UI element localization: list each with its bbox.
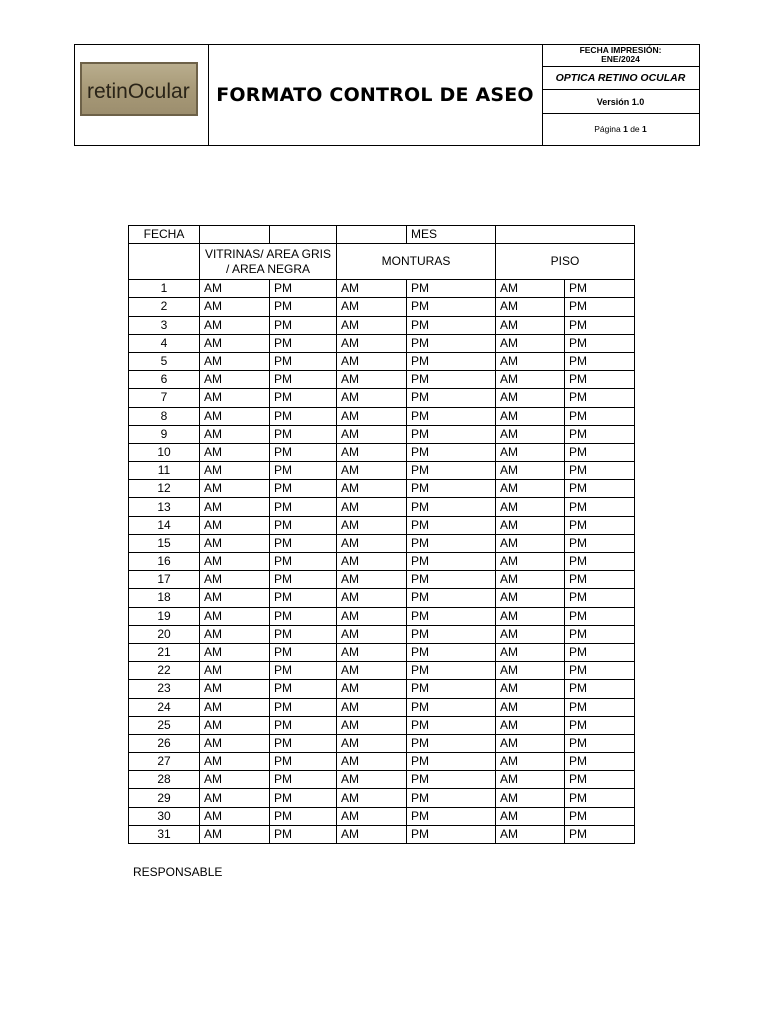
pm-check-cell[interactable]: PM xyxy=(407,443,496,461)
pm-check-cell[interactable]: PM xyxy=(565,352,635,370)
day-number: 16 xyxy=(129,553,200,571)
group-header-row xyxy=(129,244,635,280)
am-check-cell[interactable]: AM xyxy=(496,371,565,389)
fecha-label: FECHA xyxy=(129,226,200,244)
pm-check-cell[interactable]: PM xyxy=(270,607,337,625)
am-check-cell[interactable]: AM xyxy=(200,462,270,480)
fecha-row xyxy=(129,226,635,244)
pm-check-cell[interactable]: PM xyxy=(270,680,337,698)
am-check-cell[interactable]: AM xyxy=(200,789,270,807)
am-check-cell[interactable]: AM xyxy=(496,298,565,316)
logo-wordmark xyxy=(83,65,195,113)
day-number: 4 xyxy=(129,334,200,352)
blank-header-cell xyxy=(129,244,200,280)
pm-check-cell[interactable]: PM xyxy=(270,425,337,443)
am-check-cell[interactable]: AM xyxy=(496,807,565,825)
pm-check-cell[interactable]: PM xyxy=(407,316,496,334)
pm-check-cell[interactable]: PM xyxy=(270,589,337,607)
am-check-cell[interactable]: AM xyxy=(337,425,407,443)
pm-check-cell[interactable]: PM xyxy=(565,443,635,461)
document-header xyxy=(74,44,700,146)
day-row xyxy=(129,680,635,698)
pm-check-cell[interactable]: PM xyxy=(407,298,496,316)
am-check-cell[interactable]: AM xyxy=(200,825,270,843)
title-cell xyxy=(208,45,543,145)
am-check-cell[interactable]: AM xyxy=(496,571,565,589)
pm-check-cell[interactable]: PM xyxy=(270,334,337,352)
pm-check-cell[interactable]: PM xyxy=(407,553,496,571)
day-number: 12 xyxy=(129,480,200,498)
am-check-cell[interactable]: AM xyxy=(200,589,270,607)
am-check-cell[interactable]: AM xyxy=(496,643,565,661)
pm-check-cell[interactable]: PM xyxy=(565,807,635,825)
pm-check-cell[interactable]: PM xyxy=(565,753,635,771)
responsable-label: RESPONSABLE xyxy=(133,865,223,879)
day-number: 22 xyxy=(129,662,200,680)
am-check-cell[interactable]: AM xyxy=(496,716,565,734)
day-number: 8 xyxy=(129,407,200,425)
am-check-cell[interactable]: AM xyxy=(337,498,407,516)
day-number: 1 xyxy=(129,280,200,298)
day-row xyxy=(129,534,635,552)
am-check-cell[interactable]: AM xyxy=(200,753,270,771)
day-row xyxy=(129,443,635,461)
am-check-cell[interactable]: AM xyxy=(496,553,565,571)
page-number xyxy=(542,113,699,145)
am-check-cell[interactable]: AM xyxy=(200,716,270,734)
pm-check-cell[interactable]: PM xyxy=(565,825,635,843)
day-number: 2 xyxy=(129,298,200,316)
day-number: 20 xyxy=(129,625,200,643)
day-row xyxy=(129,571,635,589)
am-check-cell[interactable]: AM xyxy=(200,316,270,334)
am-check-cell[interactable]: AM xyxy=(200,571,270,589)
am-check-cell[interactable]: AM xyxy=(200,480,270,498)
day-row xyxy=(129,280,635,298)
am-check-cell[interactable]: AM xyxy=(337,534,407,552)
pm-check-cell[interactable]: PM xyxy=(407,662,496,680)
fecha-input-cell[interactable] xyxy=(337,226,407,244)
am-check-cell[interactable]: AM xyxy=(496,607,565,625)
am-check-cell[interactable]: AM xyxy=(200,443,270,461)
pm-check-cell[interactable]: PM xyxy=(565,734,635,752)
day-number: 11 xyxy=(129,462,200,480)
pm-check-cell[interactable]: PM xyxy=(270,534,337,552)
day-number: 14 xyxy=(129,516,200,534)
print-date-label: FECHA IMPRESIÓN: xyxy=(579,45,662,55)
pm-check-cell[interactable]: PM xyxy=(565,316,635,334)
pm-check-cell[interactable]: PM xyxy=(270,662,337,680)
pm-check-cell[interactable]: PM xyxy=(270,698,337,716)
group-vitrinas: VITRINAS/ AREA GRIS / AREA NEGRA xyxy=(200,244,337,280)
day-row xyxy=(129,553,635,571)
day-number: 30 xyxy=(129,807,200,825)
day-row xyxy=(129,516,635,534)
am-check-cell[interactable]: AM xyxy=(200,334,270,352)
pm-check-cell[interactable]: PM xyxy=(270,280,337,298)
day-number: 25 xyxy=(129,716,200,734)
day-row xyxy=(129,389,635,407)
pm-check-cell[interactable]: PM xyxy=(407,352,496,370)
am-check-cell[interactable]: AM xyxy=(337,771,407,789)
day-number: 17 xyxy=(129,571,200,589)
pm-check-cell[interactable]: PM xyxy=(565,425,635,443)
day-number: 9 xyxy=(129,425,200,443)
pm-check-cell[interactable]: PM xyxy=(270,825,337,843)
day-row xyxy=(129,716,635,734)
pm-check-cell[interactable]: PM xyxy=(565,607,635,625)
day-row xyxy=(129,462,635,480)
day-number: 6 xyxy=(129,371,200,389)
day-row xyxy=(129,789,635,807)
pm-check-cell[interactable]: PM xyxy=(565,371,635,389)
am-check-cell[interactable]: AM xyxy=(337,389,407,407)
day-row xyxy=(129,807,635,825)
pm-check-cell[interactable]: PM xyxy=(270,753,337,771)
pm-check-cell[interactable]: PM xyxy=(565,643,635,661)
day-row xyxy=(129,753,635,771)
logo-cell xyxy=(75,45,209,145)
day-number: 3 xyxy=(129,316,200,334)
am-check-cell[interactable]: AM xyxy=(200,771,270,789)
document-title: FORMATO CONTROL DE ASEO xyxy=(216,84,534,106)
pm-check-cell[interactable]: PM xyxy=(407,734,496,752)
am-check-cell[interactable]: AM xyxy=(200,625,270,643)
am-check-cell[interactable]: AM xyxy=(337,571,407,589)
am-check-cell[interactable]: AM xyxy=(200,734,270,752)
day-row xyxy=(129,407,635,425)
am-check-cell[interactable]: AM xyxy=(200,280,270,298)
pm-check-cell[interactable]: PM xyxy=(407,534,496,552)
pm-check-cell[interactable]: PM xyxy=(407,516,496,534)
am-check-cell[interactable]: AM xyxy=(496,589,565,607)
day-number: 5 xyxy=(129,352,200,370)
pm-check-cell[interactable]: PM xyxy=(407,807,496,825)
am-check-cell[interactable]: AM xyxy=(200,389,270,407)
pm-check-cell[interactable]: PM xyxy=(565,534,635,552)
day-number: 28 xyxy=(129,771,200,789)
pm-check-cell[interactable]: PM xyxy=(565,480,635,498)
print-date xyxy=(542,45,699,67)
day-row xyxy=(129,607,635,625)
am-check-cell[interactable]: AM xyxy=(337,443,407,461)
pm-check-cell[interactable]: PM xyxy=(407,280,496,298)
day-row xyxy=(129,589,635,607)
day-number: 13 xyxy=(129,498,200,516)
page-word: Página xyxy=(594,124,621,134)
document-meta xyxy=(542,45,699,145)
pm-check-cell[interactable]: PM xyxy=(565,698,635,716)
am-check-cell[interactable]: AM xyxy=(496,534,565,552)
pm-check-cell[interactable]: PM xyxy=(407,589,496,607)
am-check-cell[interactable]: AM xyxy=(496,334,565,352)
pm-check-cell[interactable]: PM xyxy=(407,462,496,480)
am-check-cell[interactable]: AM xyxy=(496,734,565,752)
cleaning-control-table xyxy=(128,225,635,844)
pm-check-cell[interactable]: PM xyxy=(565,625,635,643)
am-check-cell[interactable]: AM xyxy=(337,516,407,534)
pm-check-cell[interactable]: PM xyxy=(565,280,635,298)
am-check-cell[interactable]: AM xyxy=(200,371,270,389)
pm-check-cell[interactable]: PM xyxy=(407,334,496,352)
pm-check-cell[interactable]: PM xyxy=(270,625,337,643)
pm-check-cell[interactable]: PM xyxy=(407,753,496,771)
day-row xyxy=(129,698,635,716)
pm-check-cell[interactable]: PM xyxy=(270,298,337,316)
version-label: Versión 1.0 xyxy=(542,89,699,114)
am-check-cell[interactable]: AM xyxy=(200,352,270,370)
day-number: 31 xyxy=(129,825,200,843)
am-check-cell[interactable]: AM xyxy=(337,280,407,298)
day-number: 10 xyxy=(129,443,200,461)
am-check-cell[interactable]: AM xyxy=(496,516,565,534)
am-check-cell[interactable]: AM xyxy=(496,316,565,334)
company-name: OPTICA RETINO OCULAR xyxy=(542,67,699,90)
pm-check-cell[interactable]: PM xyxy=(270,807,337,825)
pm-check-cell[interactable]: PM xyxy=(407,425,496,443)
fecha-input-cell[interactable] xyxy=(270,226,337,244)
am-check-cell[interactable]: AM xyxy=(496,462,565,480)
am-check-cell[interactable]: AM xyxy=(496,480,565,498)
day-row xyxy=(129,425,635,443)
pm-check-cell[interactable]: PM xyxy=(270,498,337,516)
pm-check-cell[interactable]: PM xyxy=(565,789,635,807)
day-number: 24 xyxy=(129,698,200,716)
fecha-input-cell[interactable] xyxy=(200,226,270,244)
am-check-cell[interactable]: AM xyxy=(496,352,565,370)
pm-check-cell[interactable]: PM xyxy=(407,407,496,425)
pm-check-cell[interactable]: PM xyxy=(270,480,337,498)
pm-check-cell[interactable]: PM xyxy=(270,716,337,734)
pm-check-cell[interactable]: PM xyxy=(407,643,496,661)
am-check-cell[interactable]: AM xyxy=(337,480,407,498)
am-check-cell[interactable]: AM xyxy=(200,516,270,534)
am-check-cell[interactable]: AM xyxy=(496,407,565,425)
day-number: 7 xyxy=(129,389,200,407)
pm-check-cell[interactable]: PM xyxy=(565,662,635,680)
day-row xyxy=(129,334,635,352)
am-check-cell[interactable]: AM xyxy=(337,298,407,316)
company-logo xyxy=(80,62,198,116)
am-check-cell[interactable]: AM xyxy=(337,680,407,698)
pm-check-cell[interactable]: PM xyxy=(565,389,635,407)
pm-check-cell[interactable]: PM xyxy=(270,516,337,534)
am-check-cell[interactable]: AM xyxy=(200,298,270,316)
am-check-cell[interactable]: AM xyxy=(496,698,565,716)
mes-input-cell[interactable] xyxy=(496,226,635,244)
pm-check-cell[interactable]: PM xyxy=(407,571,496,589)
day-row xyxy=(129,625,635,643)
pm-check-cell[interactable]: PM xyxy=(270,553,337,571)
am-check-cell[interactable]: AM xyxy=(337,589,407,607)
pm-check-cell[interactable]: PM xyxy=(565,516,635,534)
pm-check-cell[interactable]: PM xyxy=(270,352,337,370)
am-check-cell[interactable]: AM xyxy=(337,789,407,807)
pm-check-cell[interactable]: PM xyxy=(270,443,337,461)
am-check-cell[interactable]: AM xyxy=(496,280,565,298)
pm-check-cell[interactable]: PM xyxy=(407,625,496,643)
am-check-cell[interactable]: AM xyxy=(496,389,565,407)
pm-check-cell[interactable]: PM xyxy=(270,571,337,589)
am-check-cell[interactable]: AM xyxy=(337,807,407,825)
am-check-cell[interactable]: AM xyxy=(337,753,407,771)
day-number: 19 xyxy=(129,607,200,625)
am-check-cell[interactable]: AM xyxy=(337,825,407,843)
pm-check-cell[interactable]: PM xyxy=(407,607,496,625)
pm-check-cell[interactable]: PM xyxy=(565,298,635,316)
print-date-value: ENE/2024 xyxy=(601,54,640,64)
day-row xyxy=(129,316,635,334)
pm-check-cell[interactable]: PM xyxy=(407,371,496,389)
pm-check-cell[interactable]: PM xyxy=(565,334,635,352)
page-total: 1 xyxy=(642,124,647,134)
day-number: 29 xyxy=(129,789,200,807)
am-check-cell[interactable]: AM xyxy=(496,771,565,789)
pm-check-cell[interactable]: PM xyxy=(270,407,337,425)
pm-check-cell[interactable]: PM xyxy=(565,589,635,607)
am-check-cell[interactable]: AM xyxy=(200,425,270,443)
day-row xyxy=(129,298,635,316)
pm-check-cell[interactable]: PM xyxy=(407,498,496,516)
pm-check-cell[interactable]: PM xyxy=(270,462,337,480)
pm-check-cell[interactable]: PM xyxy=(565,553,635,571)
group-monturas: MONTURAS xyxy=(337,244,496,280)
day-row xyxy=(129,643,635,661)
pm-check-cell[interactable]: PM xyxy=(565,498,635,516)
pm-check-cell[interactable]: PM xyxy=(565,716,635,734)
pm-check-cell[interactable]: PM xyxy=(407,771,496,789)
am-check-cell[interactable]: AM xyxy=(496,625,565,643)
day-row xyxy=(129,371,635,389)
am-check-cell[interactable]: AM xyxy=(496,825,565,843)
am-check-cell[interactable]: AM xyxy=(496,443,565,461)
pm-check-cell[interactable]: PM xyxy=(270,389,337,407)
am-check-cell[interactable]: AM xyxy=(337,607,407,625)
am-check-cell[interactable]: AM xyxy=(337,462,407,480)
am-check-cell[interactable]: AM xyxy=(496,662,565,680)
day-number: 23 xyxy=(129,680,200,698)
group-piso: PISO xyxy=(496,244,635,280)
day-row xyxy=(129,480,635,498)
am-check-cell[interactable]: AM xyxy=(200,498,270,516)
pm-check-cell[interactable]: PM xyxy=(407,825,496,843)
am-check-cell[interactable]: AM xyxy=(337,316,407,334)
day-number: 27 xyxy=(129,753,200,771)
pm-check-cell[interactable]: PM xyxy=(270,734,337,752)
am-check-cell[interactable]: AM xyxy=(200,534,270,552)
am-check-cell[interactable]: AM xyxy=(496,680,565,698)
am-check-cell[interactable]: AM xyxy=(200,643,270,661)
am-check-cell[interactable]: AM xyxy=(200,698,270,716)
am-check-cell[interactable]: AM xyxy=(337,662,407,680)
am-check-cell[interactable]: AM xyxy=(337,643,407,661)
logo-text: retinOcular xyxy=(87,80,190,103)
am-check-cell[interactable]: AM xyxy=(337,407,407,425)
day-number: 21 xyxy=(129,643,200,661)
am-check-cell[interactable]: AM xyxy=(496,789,565,807)
am-check-cell[interactable]: AM xyxy=(200,662,270,680)
am-check-cell[interactable]: AM xyxy=(200,553,270,571)
pm-check-cell[interactable]: PM xyxy=(407,389,496,407)
am-check-cell[interactable]: AM xyxy=(337,716,407,734)
am-check-cell[interactable]: AM xyxy=(337,334,407,352)
pm-check-cell[interactable]: PM xyxy=(565,571,635,589)
day-row xyxy=(129,734,635,752)
pm-check-cell[interactable]: PM xyxy=(407,716,496,734)
day-row xyxy=(129,662,635,680)
mes-label: MES xyxy=(407,226,496,244)
pm-check-cell[interactable]: PM xyxy=(565,771,635,789)
am-check-cell[interactable]: AM xyxy=(337,734,407,752)
page-of: de xyxy=(630,124,640,134)
day-number: 15 xyxy=(129,534,200,552)
pm-check-cell[interactable]: PM xyxy=(407,789,496,807)
am-check-cell[interactable]: AM xyxy=(200,607,270,625)
pm-check-cell[interactable]: PM xyxy=(407,480,496,498)
am-check-cell[interactable]: AM xyxy=(200,807,270,825)
am-check-cell[interactable]: AM xyxy=(200,407,270,425)
day-row xyxy=(129,771,635,789)
pm-check-cell[interactable]: PM xyxy=(407,698,496,716)
am-check-cell[interactable]: AM xyxy=(496,753,565,771)
day-number: 18 xyxy=(129,589,200,607)
am-check-cell[interactable]: AM xyxy=(337,553,407,571)
pm-check-cell[interactable]: PM xyxy=(270,316,337,334)
pm-check-cell[interactable]: PM xyxy=(270,371,337,389)
pm-check-cell[interactable]: PM xyxy=(565,462,635,480)
am-check-cell[interactable]: AM xyxy=(496,425,565,443)
day-row xyxy=(129,825,635,843)
day-row xyxy=(129,352,635,370)
am-check-cell[interactable]: AM xyxy=(496,498,565,516)
page-current: 1 xyxy=(623,124,628,134)
am-check-cell[interactable]: AM xyxy=(337,625,407,643)
pm-check-cell[interactable]: PM xyxy=(407,680,496,698)
day-row xyxy=(129,498,635,516)
pm-check-cell[interactable]: PM xyxy=(565,680,635,698)
day-number: 26 xyxy=(129,734,200,752)
am-check-cell[interactable]: AM xyxy=(337,698,407,716)
pm-check-cell[interactable]: PM xyxy=(565,407,635,425)
pm-check-cell[interactable]: PM xyxy=(270,789,337,807)
am-check-cell[interactable]: AM xyxy=(200,680,270,698)
am-check-cell[interactable]: AM xyxy=(337,352,407,370)
pm-check-cell[interactable]: PM xyxy=(270,771,337,789)
am-check-cell[interactable]: AM xyxy=(337,371,407,389)
pm-check-cell[interactable]: PM xyxy=(270,643,337,661)
